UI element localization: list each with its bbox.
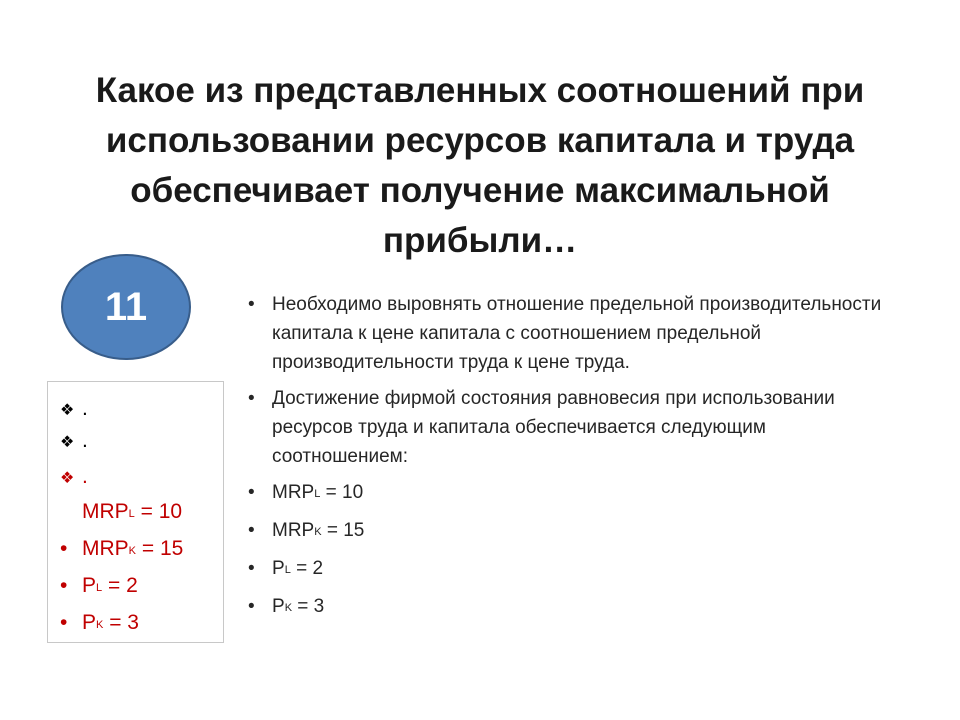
formula-base: P xyxy=(82,574,97,597)
question-number-badge xyxy=(61,254,191,360)
formula-base: P xyxy=(272,596,285,617)
formula-subscript: L xyxy=(284,564,291,576)
answer-mrpk xyxy=(60,536,183,565)
answer-box xyxy=(47,381,224,643)
bullet-dot-icon: • xyxy=(248,482,255,503)
bullet-dot-icon: • xyxy=(60,574,68,597)
bullet-dot-icon: • xyxy=(248,520,255,541)
formula-value: = 15 xyxy=(136,537,184,560)
diamond-bullet-icon: ❖ xyxy=(60,470,75,487)
explanation-text: Необходимо выровнять отношение предельной производительности капитала к цене капитала с соотношением предельной производительности труда к цене труда. xyxy=(272,294,882,373)
formula-subscript: L xyxy=(314,488,321,500)
bullet-dot-icon: • xyxy=(248,558,255,579)
list-item xyxy=(248,554,898,586)
formula-subscript: L xyxy=(128,508,135,520)
answer-line-2 xyxy=(60,428,88,456)
bullet-dot-icon: • xyxy=(248,388,255,409)
formula-subscript: K xyxy=(128,545,137,557)
formula-value: = 3 xyxy=(103,611,139,634)
formula-base: MRP xyxy=(82,537,129,560)
answer-mrpl xyxy=(82,499,182,528)
explanation-list xyxy=(248,290,898,630)
formula-subscript: K xyxy=(284,602,293,614)
answer-pl xyxy=(60,573,138,602)
answer-line-1 xyxy=(60,396,88,424)
formula-value: = 2 xyxy=(102,574,138,597)
formula-subscript: K xyxy=(96,619,104,631)
answer-line-text: . xyxy=(82,429,88,452)
formula-subscript: K xyxy=(314,526,322,538)
question-number: 11 xyxy=(104,284,148,329)
list-item xyxy=(248,592,898,624)
slide-title: Какое из представленных соотношений при использовании ресурсов капитала и труда обеспечивает получение максимальной прибыли… xyxy=(95,71,865,260)
bullet-dot-icon: • xyxy=(60,537,68,560)
formula-subscript: L xyxy=(96,582,103,594)
formula-value: = 2 xyxy=(290,558,324,579)
answer-line-3 xyxy=(60,464,88,492)
formula-base: MRP xyxy=(272,482,315,503)
formula-base: MRP xyxy=(272,520,315,541)
formula-value: = 3 xyxy=(292,596,325,617)
list-item xyxy=(248,384,898,471)
diamond-bullet-icon: ❖ xyxy=(60,434,75,451)
formula-base: MRP xyxy=(82,500,129,523)
answer-pk xyxy=(60,610,139,639)
formula-value: = 10 xyxy=(134,500,183,523)
bullet-dot-icon: • xyxy=(248,596,255,617)
formula-value: = 15 xyxy=(321,520,365,541)
list-item xyxy=(248,478,898,510)
formula-value: = 10 xyxy=(320,482,364,503)
list-item xyxy=(248,290,898,377)
bullet-dot-icon: • xyxy=(60,611,68,634)
bullet-dot-icon: • xyxy=(248,294,255,315)
answer-line-text: . xyxy=(82,465,88,488)
formula-base: P xyxy=(82,611,97,634)
list-item xyxy=(248,516,898,548)
formula-base: P xyxy=(272,558,285,579)
explanation-text: Достижение фирмой состояния равновесия при использовании ресурсов труда и капитала обеспечивается следующим соотношением: xyxy=(272,388,835,467)
diamond-bullet-icon: ❖ xyxy=(60,402,75,419)
answer-line-text: . xyxy=(82,397,88,420)
